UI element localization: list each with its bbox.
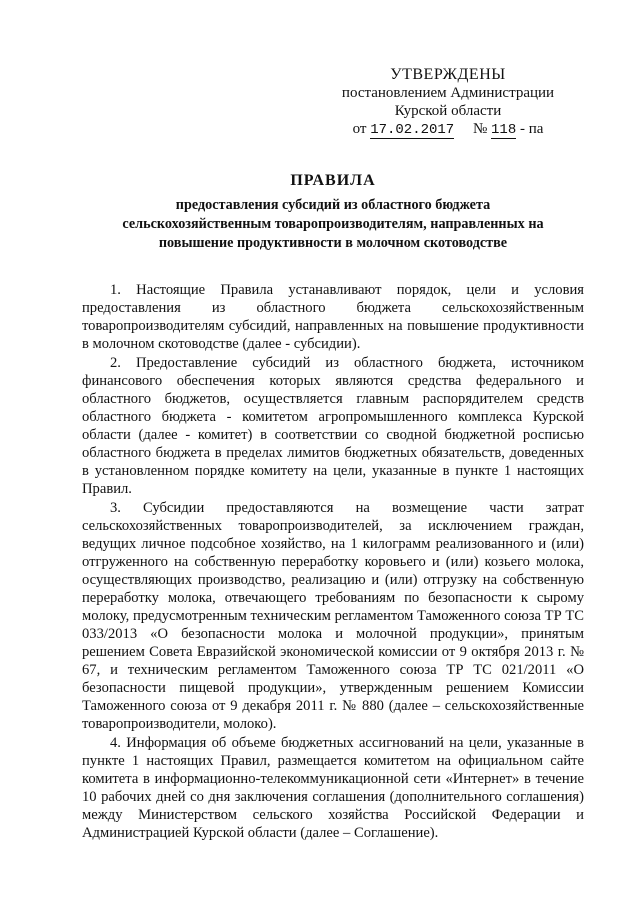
date-prefix: от (352, 121, 367, 137)
number-suffix: - па (519, 121, 544, 137)
approval-number: 118 (491, 122, 517, 138)
approval-line-2: Курской области (394, 103, 502, 119)
title-sub-line-3: повышение продуктивности в молочном скотоводстве (158, 235, 508, 251)
approval-heading: УТВЕРЖДЕНЫ (390, 66, 506, 83)
approval-line-1: постановлением Администрации (341, 85, 555, 101)
title-sub-line-1: предоставления субсидий из областного бюджета (175, 197, 491, 213)
document-body (82, 281, 584, 842)
paragraph-1: 1. Настоящие Правила устанавливают порядок, цели и условия предоставления из областного бюджета сельскохозяйственным товаропроизводителям субсидий, направленных на повышение продуктивности в молочном скотоводстве (далее - субсидии). (82, 282, 584, 352)
number-prefix: № (472, 121, 488, 137)
approval-stamp (318, 66, 578, 139)
title-sub-line-2: сельскохозяйственным товаропроизводителям, направленных на (122, 216, 544, 232)
paragraph-2: 2. Предоставление субсидий из областного бюджета, источником финансового обеспечения которых являются средства федерального и областного бюджетов, осуществляется главным распорядителем средств областного бюджета - комитетом агропромышленного комплекса Курской области (далее - комитет) в соответствии со сводной бюджетной росписью областного бюджета в пределах лимитов бюджетных обязательств, доведенных в установленном порядке комитету на цели, указанные в пункте 1 настоящих Правил. (82, 355, 584, 497)
paragraph-4: 4. Информация об объеме бюджетных ассигнований на цели, указанные в пункте 1 настоящих Правил, размещается комитетом на официальном сайте комитета в информационно-телекоммуникационной сети «Интернет» в течение 10 рабочих дней со дня заключения соглашения (дополнительного соглашения) между Министерством сельского хозяйства Российской Федерации и Администрацией Курской области (далее – Соглашение). (82, 735, 584, 841)
document-title (80, 172, 586, 253)
approval-date: 17.02.2017 (370, 122, 455, 138)
approval-date-line (318, 120, 578, 139)
title-main: ПРАВИЛА (290, 172, 376, 189)
paragraph-3: 3. Субсидии предоставляются на возмещение части затрат сельскохозяйственных товаропроизводителей, за исключением граждан, ведущих личное подсобное хозяйство, на 1 килограмм реализованного и (или) отгруженного на собственную переработку коровьего и (или) козьего молока, осуществляющих производство, реализацию и (или) отгрузку на собственную переработку молока, отвечающего требованиям по безопасности к сырому молоку, предусмотренным техническим регламентом Таможенного союза ТР ТС 033/2013 «О безопасности молока и молочной продукции», принятым решением Совета Евразийской экономической комиссии от 9 октября 2013 г. № 67, и техническим регламентом Таможенного союза ТР ТС 021/2011 «О безопасности пищевой продукции», утвержденным решением Комиссии Таможенного союза от 9 декабря 2011 г. № 880 (далее – сельскохозяйственные товаропроизводители, молоко). (82, 500, 584, 732)
